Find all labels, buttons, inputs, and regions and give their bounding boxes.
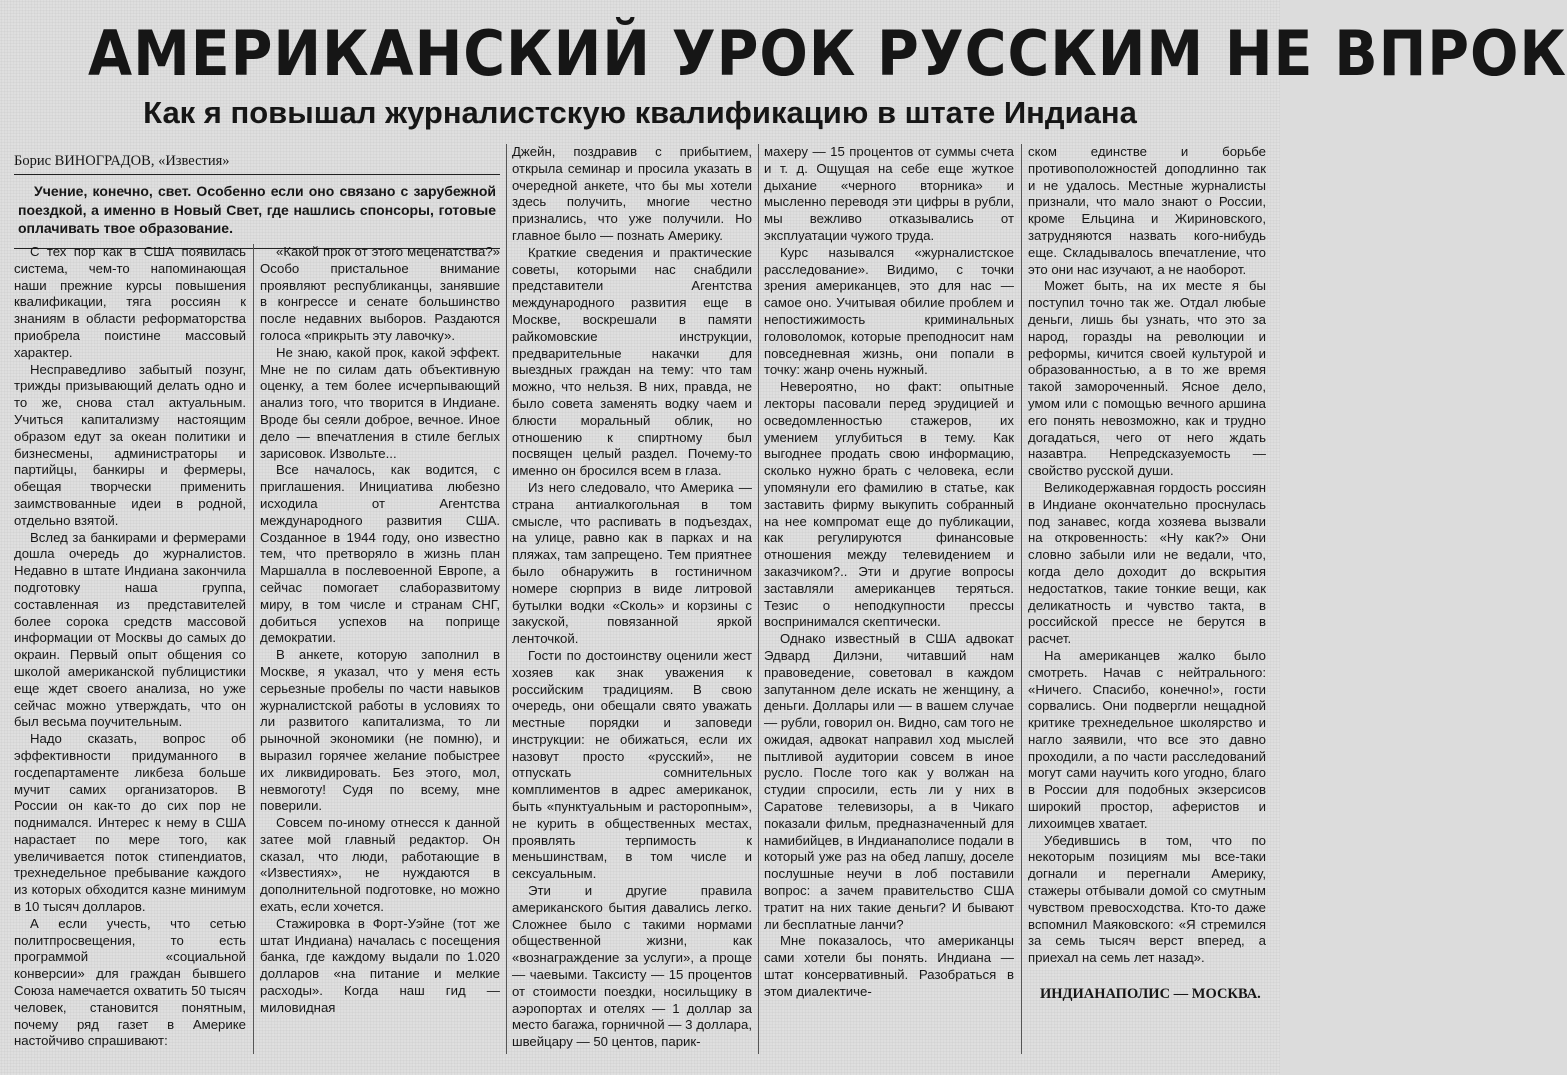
paragraph: Не знаю, какой прок, какой эффект. Мне не по силам дать объективную оценку, а тем более исчерпывающий анализ того, что творится в Индиане. Вроде бы сеяли доброе, вечное. Иное дело — впечатления в стиле беглых зарисовок. Извольте...: [260, 344, 500, 461]
paragraph: Курс назывался «журналистское расследование». Видимо, с точки зрения американцев, это для нас — самое оно. Учитывая обилие проблем и непостижимость криминальных головоломок, которые преподносит нам повседневная жизнь, они попали в точку: жанр очень нужный.: [764, 244, 1014, 378]
article-column-1: [14, 244, 246, 1056]
paragraph: «Какой прок от этого меценатства?» Особо пристальное внимание проявляют республиканцы, занявшие в конгрессе и сенате большинство после недавних выборов. Раздаются голоса «прикрыть эту лавочку».: [260, 244, 500, 343]
paragraph: Однако известный в США адвокат Эдвард Дилэни, читавший нам правоведение, советовал в каждом запутанном деле искать не женщину, а деньги. Доллары или — в вашем случае — рубли, говорил он. Видно, сам того не ожидая, адвокат направил ход мыслей пытливой аудитории совсем в иное русло. После того как у волжан на студии спросили, есть ли у них в Саратове телевизоры, а в Чикаго показали фильм, предназначенный для намибийцев, в Индианаполисе подали в который уже раз на обед лапшу, доселе послушные неучи в лоб поставили вопрос: а зачем правительство США тратит на них такие деньги? И бывают ли бесплатные ланчи?: [764, 631, 1015, 932]
paragraph: Эти и другие правила американского бытия давались легко. Сложнее было с такими нормами общественной жизни, как «вознаграждение за услуги», а проще — чаевыми. Таксисту — 15 процентов от стоимости поездки, носильщику в аэропортах и отелях — 1 доллар за место багажа, горничной — 3 доллара, швейцару — 50 центов, парик-: [512, 883, 752, 1050]
lead-paragraph: Учение, конечно, свет. Особенно если оно связано с зарубежной поездкой, а именно в Новый Свет, где нашлись спонсоры, готовые оплачивать твое образование.: [14, 180, 500, 249]
paragraph: А если учесть, что сетью политпросвещения, то есть программой «социальной конверсии» для граждан бывшего Союза намечается охватить 50 тысяч человек, становится понятным, почему ряд газет в Америке настойчиво спрашивают:: [14, 915, 246, 1049]
paragraph: В анкете, которую заполнил в Москве, я указал, что у меня есть серьезные пробелы по части навыков журналистской работы в условиях то ли развитого капитализма, то ли рыночной экономики (не помню), и выразил горячее желание побыстрее их ликвидировать. Без этого, мол, невмоготу! Судя по всему, мне поверили.: [260, 647, 500, 814]
dateline-signoff: ИНДИАНАПОЛИС — МОСКВА.: [1040, 986, 1261, 1003]
paragraph: Совсем по-иному отнесся к данной затее мой главный редактор. Он сказал, что люди, работающие в «Известиях», не нуждаются в дополнительной подготовке, но можно ехать, если хочется.: [260, 815, 500, 915]
paragraph: Стажировка в Форт-Уэйне (тот же штат Индиана) началась с посещения банка, где каждому выдали по 1.020 долларов «на питание и мелкие расходы». Когда наш гид — миловидная: [260, 915, 500, 1015]
paragraph: Из него следовало, что Америка — страна антиалкогольная в том смысле, что распивать в подъездах, на улице, равно как в парках и на пляжах, там запрещено. Тем приятнее было обнаружить в гостиничном номере сюрприз в виде литровой бутылки водки «Сколь» и корзины с закуской, повязанной яркой ленточкой.: [512, 479, 752, 647]
paragraph: Может быть, на их месте я бы поступил точно так же. Отдал любые деньги, лишь бы узнать, что это за народ, горазды на революции и реформы, кичится своей культурой и образованностью, а в то же время такой замороченный. Ясное дело, умом или с помощью вечного аршина его понять невозможно, как и трудно догадаться, чего от него ждать назавтра. Непредсказуемость — свойство русской души.: [1028, 278, 1266, 479]
headline: АМЕРИКАНСКИЙ УРОК РУССКИМ НЕ ВПРОК: [88, 17, 1567, 90]
column-rule: [506, 144, 507, 1054]
paragraph: На американцев жалко было смотреть. Начав с нейтрального: «Ничего. Спасибо, конечно!», гости сорвались. Они подвергли нещадной критике трехнедельное школярство и нагло заявили, что все это давно проходили, а по части расследований могут сами научить кого угодно, благо в России для подобных экзерсисов широкий простор, аферистов и лихоимцев хватает.: [1028, 647, 1266, 831]
paragraph: Вслед за банкирами и фермерами дошла очередь до журналистов. Недавно в штате Индиана закончила подготовку наша группа, составленная из представителей более сорока средств массовой информации от Москвы до самых до окраин. Первый опыт общения со школой американской публицистики еще ждет своего анализа, но уже сейчас можно утверждать, что он был весьма поучительным.: [14, 529, 246, 730]
paragraph: С тех пор как в США появилась система, чем-то напоминающая наши прежние курсы повышения квалификации, тяга россиян к знаниям в области реформаторства приобрела поистине массовый характер.: [14, 244, 246, 360]
paragraph: Краткие сведения и практические советы, которыми нас снабдили представители Агентства международного развития еще в Москве, воскрешали в памяти райкомовские инструкции, предварительные накачки для выездных граждан на тему: что там можно, что нельзя. В них, правда, не было совета заменять водку чаем и блюсти моральный облик, но отношению к спиртному был посвящен целый раздел. Почему-то именно он бросился всем в глаза.: [512, 244, 752, 479]
paragraph: Великодержавная гордость россиян в Индиане окончательно проснулась под занавес, когда хозяева вызвали на откровенность: «Ну как?» Они словно забыли или не ведали, что, когда дело доходит до вскрытия недостатков, такие тонкие вещи, как деликатность и чувство такта, в российской прессе не берутся в расчет.: [1028, 479, 1266, 647]
subheadline: Как я повышал журналистскую квалификацию в штате Индиана: [143, 95, 1137, 130]
article-column-5: [1028, 144, 1266, 1056]
paragraph: Джейн, поздравив с прибытием, открыла семинар и просила указать в очередной анкете, что бы мы хотели здесь получить, многие честно признались, что уже получили. Но главное было — познать Америку.: [512, 144, 752, 243]
paragraph: Надо сказать, вопрос об эффективности придуманного в госдепартаменте ликбеза больше мучит самих организаторов. В России он как-то до сих пор не поднимался. Интерес к нему в США нарастает по мере того, как увеличивается поток стипендиатов, трехнедельное пребывание каждого из которых обходится казне минимум в 10 тысяч долларов.: [14, 731, 246, 915]
paragraph: Все началось, как водится, с приглашения. Инициатива любезно исходила от Агентства международного развития США. Созданное в 1944 году, оно известно тем, что претворяло в жизнь план Маршалла в послевоенной Европе, а сейчас помогает слаборазвитому миру, в том числе и странам СНГ, добиться успехов на поприще демократии.: [260, 462, 500, 646]
article-column-3: [512, 144, 752, 1056]
column-rule: [758, 144, 759, 1054]
paragraph: Гости по достоинству оценили жест хозяев как знак уважения к российским традициям. В свою очередь, они обещали свято уважать местные порядки и заповеди инструкции: не обижаться, если их назовут просто «русский», не отпускать сомнительных комплиментов в адрес американок, быть «пунктуальным и расторопным», не курить в общественных местах, проявлять терпимость к меньшинствам, в том числе и сексуальным.: [512, 647, 752, 882]
article-column-2: [260, 244, 500, 1056]
article-column-4: [764, 144, 1014, 1056]
column-rule: [1021, 144, 1022, 1054]
paragraph: Убедившись в том, что по некоторым позициям мы все-таки догнали и перегнали Америку, стажеры отбывали домой со смутным чувством превосходства. Кто-то даже вспомнил Маяковского: «Я стремился за семь тысяч верст вперед, а приехал на семь лет назад».: [1028, 832, 1266, 966]
byline: Борис ВИНОГРАДОВ, «Известия»: [14, 148, 500, 175]
paragraph: ском единстве и борьбе противоположностей доподлинно так и не удалось. Местные журналисты признали, что мало знают о России, кроме Ельцина и Жириновского, затрудняются назвать кого-нибудь еще. Складывалось впечатление, что это они нас изучают, а не наоборот.: [1028, 144, 1266, 277]
paragraph: Невероятно, но факт: опытные лекторы пасовали перед эрудицией и осведомленностью стажеров, их умением углубиться в тему. Как выгоднее продать свою информацию, сколько нужно брать с человека, если упомянули его фамилию в статье, как заставить фирму выкупить собранный на нее компромат еще до публикации, как регулируются финансовые отношения между телевидением и заказчиком?.. Эти и другие вопросы заставляли американцев теряться. Тезис о неподкупности прессы воспринимался скептически.: [764, 379, 1014, 630]
paragraph: Несправедливо забытый позунг, трижды призывающий делать одно и то же, снова стал актуальным. Учиться капитализму настоящим образом едут за океан политики и бизнесмены, администраторы и партийцы, банкиры и фермеры, обещая творчески применить заимствованные идеи в родной, отдельно взятой.: [14, 361, 246, 528]
paragraph: Мне показалось, что американцы сами хотели бы понять. Индиана — штат консервативный. Разобраться в этом диалектиче-: [764, 933, 1014, 999]
column-rule: [253, 244, 254, 1054]
paragraph: махеру — 15 процентов от суммы счета и т. д. Ощущая на себе еще жуткое дыхание «черного вторника» и мысленно переводя эти цифры в рубли, мы вежливо отказывались от эксплуатации чужого труда.: [764, 144, 1014, 243]
